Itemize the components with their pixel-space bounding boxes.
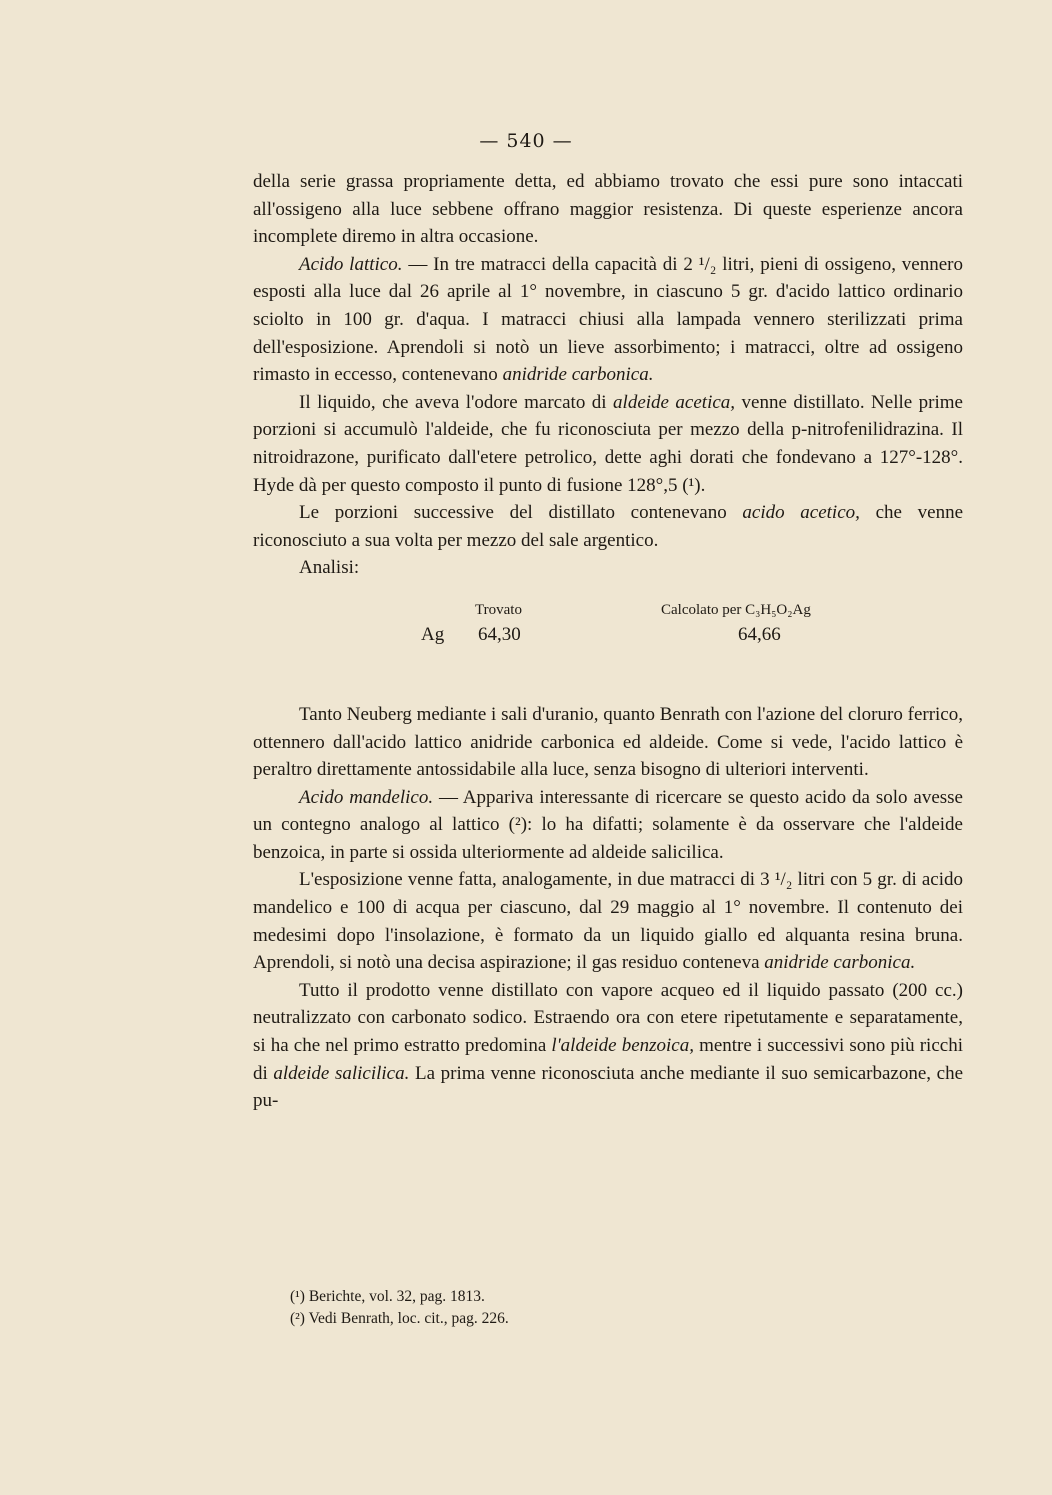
paragraph-porzioni: Le porzioni successive del distillato contenevano acido acetico, che venne riconosciuto a sua volta per mezzo del sale argentico.	[253, 502, 964, 551]
paragraph-analisi: Analisi:	[299, 557, 360, 579]
document-body	[253, 168, 963, 1115]
section-title-acido-lattico: Acido lattico.	[299, 253, 403, 275]
analysis-found-header: Trovato	[475, 601, 522, 618]
analysis-table	[253, 597, 963, 659]
analysis-calc-header: Calcolato per C₃H₅O₂Ag	[661, 601, 811, 618]
footnote-2: (²) Vedi Benrath, loc. cit., pag. 226.	[290, 1310, 509, 1327]
footnotes	[290, 1286, 850, 1330]
paragraph-neuberg: Tanto Neuberg mediante i sali d'uranio, quanto Benrath con l'azione del cloruro ferrico, ottennero dall'acido lattico anidride carbonica ed aldeide. Come si vede, l'acido lattico è peraltro direttamente antossidabile alla luce, senza bisogno di ulteriori interventi.	[253, 703, 963, 781]
paragraph-liquido: Il liquido, che aveva l'odore marcato di aldeide acetica, venne distillato. Nelle prime porzioni si accumulò l'aldeide, che fu riconosciuta per mezzo della p-nitrofenilidrazina. Il nitroidrazone, purificato dall'etere petrolico, dette aghi dorati che fondevano a 127°-128°. Hyde dà per questo composto il punto di fusione 128°,5 (¹).	[253, 391, 963, 496]
paragraph-prodotto: Tutto il prodotto venne distillato con vapore acqueo ed il liquido passato (200 cc.) neutralizzato con carbonato sodico. Estraendo ora con etere ripetutamente e separatamente, si ha che nel primo estratto predomina l'aldeide benzoica, mentre i successivi sono più ricchi di aldeide salicilica. La prima venne riconosciuta anche mediante il suo semicarbazone, che pu-	[253, 979, 964, 1112]
paragraph-esposizione: L'esposizione venne fatta, analogamente, in due matracci di 3 ¹/₂ litri con 5 gr. di acido mandelico e 100 di acqua per ciascuno, dal 29 maggio al 1° novembre. Il contenuto dei medesimi dopo l'insolazione, è formato da un liquido giallo ed alquanta resina bruna. Aprendoli, si notò una decisa aspirazione; il gas residuo conteneva anidride carbonica.	[253, 869, 963, 974]
analysis-calc-value: 64,66	[738, 623, 781, 645]
analysis-element: Ag	[421, 623, 445, 645]
paragraph-acido-lattico: Acido lattico. — In tre matracci della capacità di 2 ¹/₂ litri, pieni di ossigeno, vennero esposti alla luce dal 26 aprile al 1° novembre, in ciascuno 5 gr. d'acido lattico ordinario sciolto in 100 gr. d'aqua. I matracci chiusi alla lampada vennero sterilizzati prima dell'esposizione. Aprendoli si notò un lieve assorbimento; i matracci, oltre ad ossigeno rimasto in eccesso, contenevano anidride carbonica.	[253, 253, 963, 386]
footnote-1: (¹) Berichte, vol. 32, pag. 1813.	[290, 1288, 485, 1305]
analysis-found-value: 64,30	[478, 623, 521, 645]
paragraph-1: della serie grassa propriamente detta, ed abbiamo trovato che essi pure sono intaccati all'ossigeno alla luce sebbene offrano maggior resistenza. Di queste esperienze ancora incomplete diremo in altra occasione.	[253, 171, 963, 248]
paragraph-acido-mandelico: Acido mandelico. — Appariva interessante di ricercare se questo acido da solo avesse un contegno analogo al lattico (²): lo ha difatti; solamente è da osservare che l'aldeide benzoica, in parte si ossida ulteriormente ad aldeide salicilica.	[253, 786, 963, 863]
page-number: — 540 —	[479, 130, 573, 152]
section-title-acido-mandelico: Acido mandelico.	[299, 786, 434, 808]
